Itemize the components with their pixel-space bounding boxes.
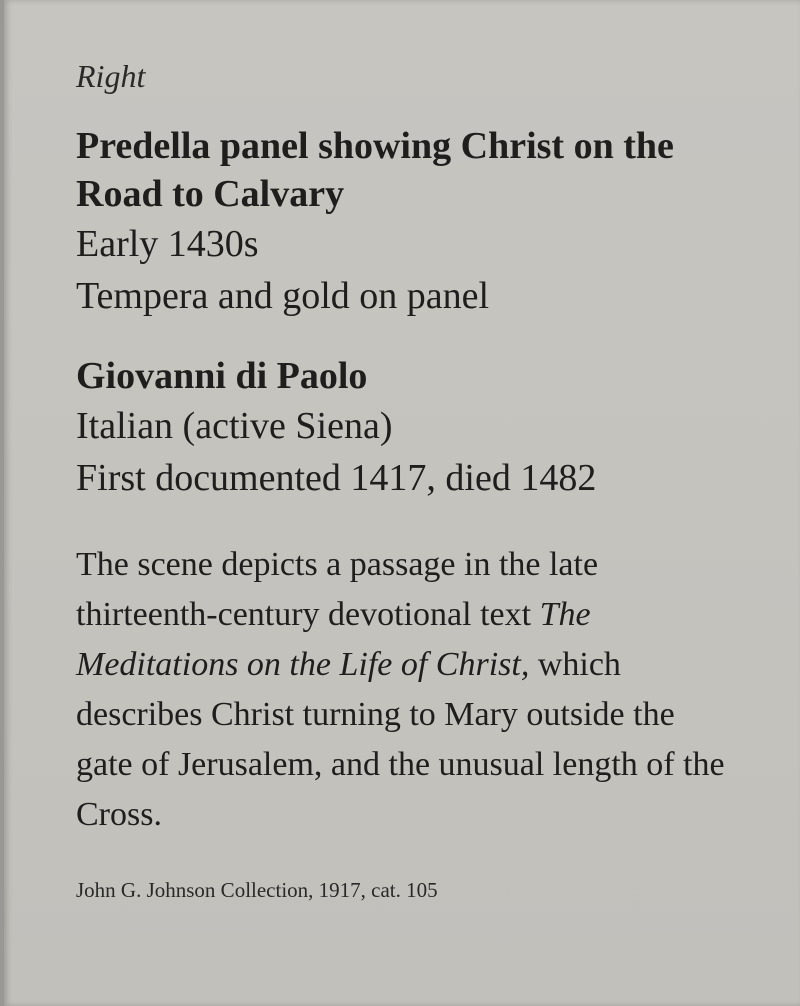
- artwork-medium: Tempera and gold on panel: [76, 275, 490, 317]
- description-italic-title: The Meditations on the Life of Christ,: [76, 596, 591, 683]
- credit-line: John G. Johnson Collection, 1917, cat. 105: [76, 878, 438, 902]
- description-text-part1: The scene depicts a passage in the late thirteenth-century devotional text: [76, 546, 599, 633]
- description-text-part2: which describes Christ turning to Mary outside the gate of Jerusalem, and the unusual length of the Cross.: [76, 646, 725, 833]
- artist-name: Giovanni di Paolo: [76, 355, 368, 397]
- artist-nationality: Italian (active Siena): [76, 405, 393, 447]
- artwork-description: [76, 540, 736, 840]
- artwork-title: Predella panel showing Christ on the Road to Calvary: [76, 125, 674, 215]
- museum-label-card: [4, 0, 800, 1006]
- position-label: Right: [76, 58, 146, 94]
- artwork-date: Early 1430s: [76, 223, 259, 265]
- label-text-block: [76, 56, 766, 904]
- artist-dates: First documented 1417, died 1482: [76, 457, 597, 499]
